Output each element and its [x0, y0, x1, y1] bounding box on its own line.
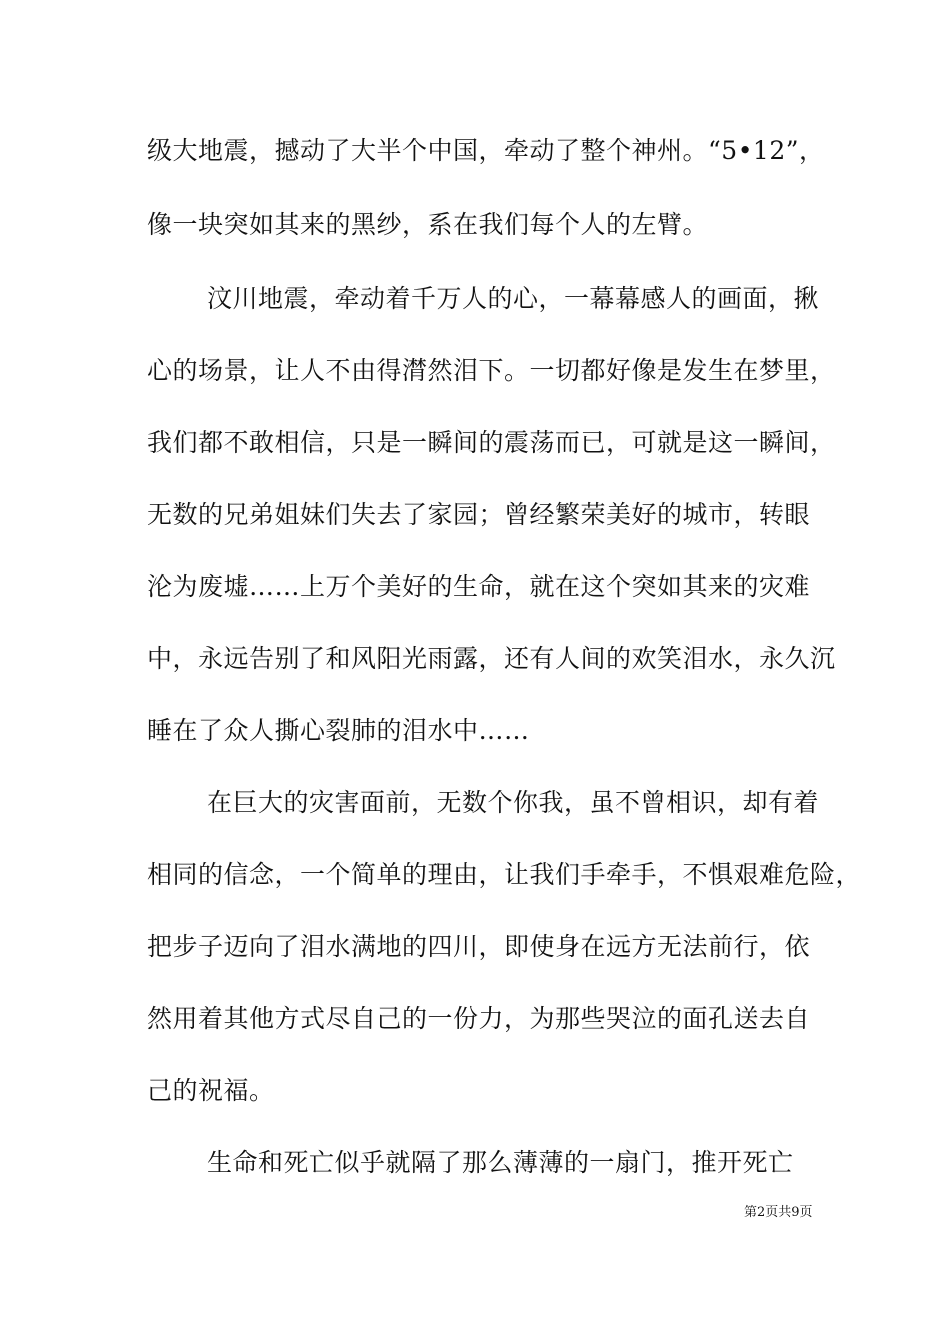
paragraph-1-line-3: 我们都不敢相信，只是一瞬间的震荡而已，可就是这一瞬间， — [147, 428, 836, 457]
paragraph-1-line-1: 汶川地震，牵动着千万人的心，一幕幕感人的画面，揪 — [207, 284, 820, 313]
page-number-footer: 第2页共9页 — [744, 1205, 813, 1220]
text-line-2: 像一块突如其来的黑纱，系在我们每个人的左臂。 — [147, 210, 709, 239]
paragraph-2-line-1: 在巨大的灾害面前，无数个你我，虽不曾相识，却有着 — [207, 788, 820, 817]
paragraph-1-line-2: 心的场景，让人不由得潸然泪下。一切都好像是发生在梦里， — [147, 356, 836, 385]
paragraph-2-line-4: 然用着其他方式尽自己的一份力，为那些哭泣的面孔送去自 — [147, 1004, 811, 1033]
paragraph-1-line-5: 沦为废墟……上万个美好的生命，就在这个突如其来的灾难 — [147, 572, 811, 601]
paragraph-2-line-5: 己的祝福。 — [147, 1076, 275, 1105]
paragraph-1-line-6: 中，永远告别了和风阳光雨露，还有人间的欢笑泪水，永久沉 — [147, 644, 836, 673]
paragraph-3-line-1: 生命和死亡似乎就隔了那么薄薄的一扇门，推开死亡 — [207, 1148, 794, 1177]
paragraph-2-line-3: 把步子迈向了泪水满地的四川，即使身在远方无法前行，依 — [147, 932, 811, 961]
text-line-1: 级大地震，撼动了大半个中国，牵动了整个神州。“5•12”， — [147, 136, 825, 165]
paragraph-1-line-4: 无数的兄弟姐妹们失去了家园；曾经繁荣美好的城市，转眼 — [147, 500, 811, 529]
paragraph-2-line-2: 相同的信念，一个简单的理由，让我们手牵手，不惧艰难危险， — [147, 860, 862, 889]
paragraph-1-line-7: 睡在了众人撕心裂肺的泪水中…… — [147, 716, 530, 745]
